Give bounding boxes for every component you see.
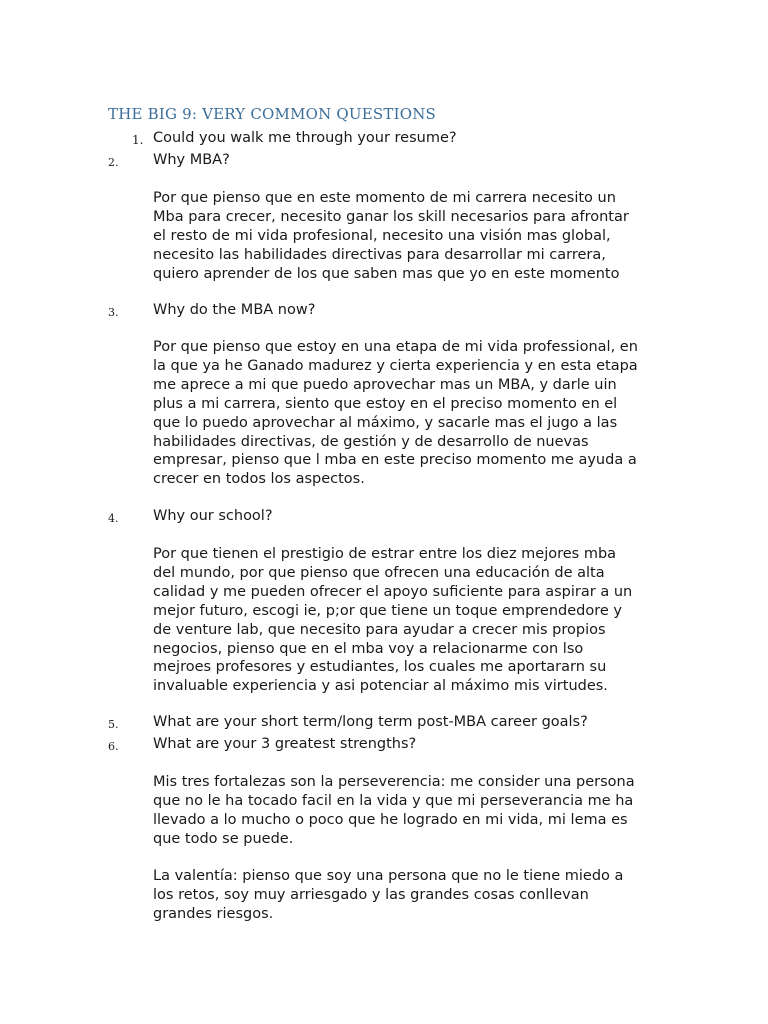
- question-text: Why our school?: [153, 508, 273, 524]
- answer-line: negocios, pienso que en el mba voy a relacionarme con lso: [153, 640, 584, 657]
- answer-line: Por que pienso que en este momento de mi carrera necesito un: [153, 190, 616, 206]
- answer-line: grandes riesgos.: [153, 905, 274, 922]
- answer-line: llevado a lo mucho o poco que he logrado en mi vida, mi lema es: [153, 811, 628, 828]
- answer-line: el resto de mi vida profesional, necesito una visión mas global,: [153, 227, 611, 244]
- answer-line: crecer en todos los aspectos.: [153, 471, 365, 488]
- answer-line: Mba para crecer, necesito ganar los skill necesarios para afrontar: [153, 208, 629, 225]
- question-item: [0, 736, 700, 758]
- question-number: 4.: [108, 512, 119, 525]
- question-number: 6.: [108, 740, 119, 753]
- question-text: What are your 3 greatest strengths?: [153, 736, 417, 752]
- answer-line: que lo puedo aprovechar al máximo, y sacarle mas el jugo a las: [153, 414, 618, 431]
- question-text: What are your short term/long term post-MBA career goals?: [153, 714, 588, 730]
- question-item: [0, 130, 700, 152]
- answer-line: Por que tienen el prestigio de estrar entre los diez mejores mba: [153, 546, 617, 562]
- answer-why-school: [153, 545, 673, 696]
- answer-line: La valentía: pienso que soy una persona que no le tiene miedo a: [153, 868, 624, 884]
- question-item: [0, 508, 700, 530]
- question-number: 5.: [108, 718, 119, 731]
- question-text: Why MBA?: [153, 152, 230, 168]
- answer-line: empresar, pienso que l mba en este preciso momento me ayuda a: [153, 452, 637, 469]
- answer-line: mejor futuro, escogi ie, p;or que tiene un toque emprendedore y: [153, 602, 622, 619]
- answer-line: de venture lab, que necesito para ayudar a crecer mis propios: [153, 621, 606, 638]
- answer-strengths-perseverance: [153, 773, 673, 849]
- answer-line: quiero aprender de los que saben mas que yo en este momento: [153, 265, 620, 282]
- answer-why-mba: [153, 189, 673, 284]
- answer-line: Por que pienso que estoy en una etapa de mi vida professional, en: [153, 339, 638, 355]
- question-text: Why do the MBA now?: [153, 302, 316, 318]
- question-item: [0, 714, 700, 736]
- answer-why-now: [153, 338, 673, 489]
- question-number: 1.: [132, 133, 144, 147]
- answer-line: del mundo, por que pienso que ofrecen una educación de alta: [153, 564, 605, 581]
- answer-line: mejroes profesores y estudiantes, los cuales me aportararn su: [153, 659, 607, 676]
- answer-line: que todo se puede.: [153, 830, 294, 847]
- answer-line: necesito las habilidades directivas para desarrollar mi carrera,: [153, 246, 606, 263]
- question-text: Could you walk me through your resume?: [153, 130, 457, 146]
- document-title: THE BIG 9: VERY COMMON QUESTIONS: [108, 105, 437, 123]
- answer-line: calidad y me pueden ofrecer el apoyo suficiente para aspirar a un: [153, 583, 633, 600]
- question-item: [0, 302, 700, 324]
- answer-line: la que ya he Ganado madurez y cierta experiencia y en esta etapa: [153, 357, 638, 374]
- answer-line: que no le ha tocado facil en la vida y que mi perseverancia me ha: [153, 792, 634, 809]
- question-item: [0, 152, 700, 174]
- answer-strengths-courage: [153, 867, 673, 924]
- answer-line: habilidades directivas, de gestión y de desarrollo de nuevas: [153, 433, 589, 450]
- answer-line: los retos, soy muy arriesgado y las grandes cosas conllevan: [153, 886, 589, 903]
- answer-line: Mis tres fortalezas son la perseverencia: me consider una persona: [153, 774, 635, 790]
- question-number: 3.: [108, 306, 119, 319]
- question-number: 2.: [108, 156, 119, 169]
- answer-line: me aprece a mi que puedo aprovechar mas un MBA, y darle uin: [153, 376, 617, 393]
- answer-line: plus a mi carrera, siento que estoy en el preciso momento en el: [153, 395, 618, 412]
- answer-line: invaluable experiencia y asi potenciar al máximo mis virtudes.: [153, 678, 608, 695]
